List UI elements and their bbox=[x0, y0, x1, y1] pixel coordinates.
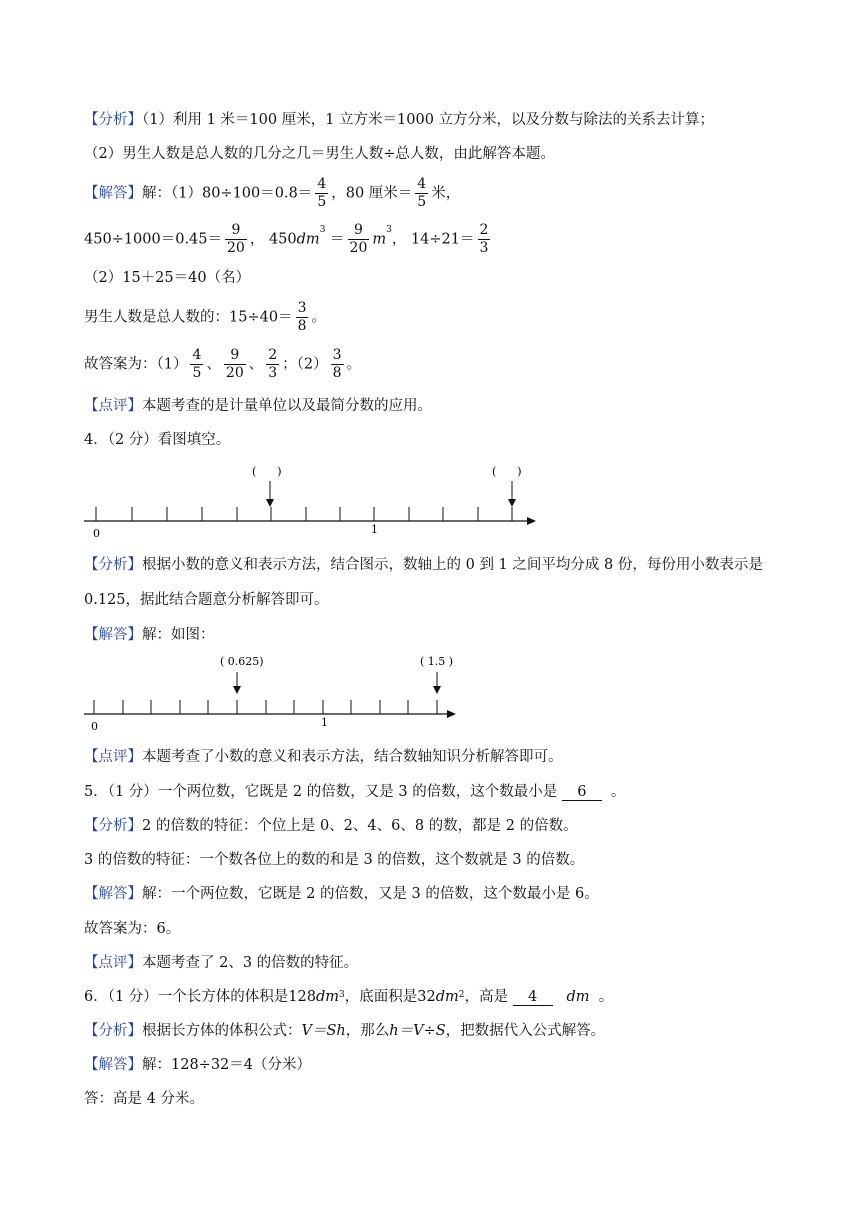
tick-label-0: 0 bbox=[91, 720, 98, 733]
blank-paren-right: ( ) bbox=[492, 465, 522, 478]
q4-comment: 【点评】本题考查了小数的意义和表示方法，结合数轴知识分析解答即可。 bbox=[84, 749, 563, 765]
tick-label-0: 0 bbox=[93, 527, 100, 540]
tick-label-1: 1 bbox=[321, 716, 328, 729]
answer-label: 【解答】 bbox=[84, 185, 142, 202]
q3-analysis-line-1 bbox=[84, 110, 714, 130]
q5-comment: 【点评】本题考查了 2、3 的倍数的特征。 bbox=[84, 955, 359, 971]
fraction-4-5: $\frac{4}{5}$ bbox=[417, 176, 427, 210]
blank-paren-left: ( ) bbox=[252, 465, 282, 478]
fraction-2-3: $\frac{2}{3}$ bbox=[479, 222, 489, 256]
fraction-9-20: $\frac{9}{20}$ bbox=[227, 222, 245, 256]
q3-analysis-line-2 bbox=[84, 144, 555, 164]
q4-answer: 【解答】解：如图： bbox=[84, 627, 215, 643]
axis-arrow-icon bbox=[447, 710, 456, 718]
answer-label-0625: ( 0.625) bbox=[220, 655, 264, 668]
axis-ticks bbox=[94, 700, 437, 714]
fraction-4-5: $\frac{4}{5}$ bbox=[317, 176, 327, 210]
q4-number-line-answer bbox=[0, 650, 868, 740]
q3-comment: 【点评】本题考查的是计量单位以及最简分数的应用。 bbox=[84, 398, 432, 414]
q6-analysis: 【分析】根据长方体的体积公式：V＝Sh，那么h＝V÷S，把数据代入公式解答。 bbox=[84, 1023, 606, 1039]
q3-answer-line-3: （2）15＋25＝40（名） bbox=[84, 270, 251, 286]
volume-formula: V＝Sh bbox=[301, 1023, 346, 1039]
q3-answer-line-1: 【解答】解：（1）80÷100＝0.8＝ $\frac{4}{5}$ ，80 厘米＝ $\frac{4}{5}$ 米， bbox=[84, 176, 461, 210]
fraction-2-3: $\frac{2}{3}$ bbox=[268, 347, 278, 381]
comment-label: 【点评】 bbox=[84, 955, 142, 971]
fraction-9-20: $\frac{9}{20}$ bbox=[225, 347, 244, 381]
answer-label: 【解答】 bbox=[84, 886, 142, 902]
q5-answer: 【解答】解：一个两位数，它既是 2 的倍数，又是 3 的倍数，这个数最小是 6。 bbox=[84, 886, 599, 902]
height-formula: h＝V÷S bbox=[389, 1023, 446, 1039]
q3-answer-line-4: 男生人数是总人数的：15÷40＝ $\frac{3}{8}$ 。 bbox=[84, 300, 326, 334]
q6-answer-blank: 4 bbox=[513, 989, 553, 1006]
q4-analysis-line-2: 0.125，据此结合题意分析解答即可。 bbox=[84, 592, 329, 608]
analysis-label: 【分析】 bbox=[84, 818, 142, 834]
q3-analysis-text-2: （2）男生人数是总人数的几分之几＝男生人数÷总人数，由此解答本题。 bbox=[84, 146, 555, 162]
q5-analysis-line-2: 3 的倍数的特征：一个数各位上的数的和是 3 的倍数，这个数就是 3 的倍数。 bbox=[84, 852, 585, 868]
answer-label: 【解答】 bbox=[84, 1057, 142, 1073]
q6-title: 6．（1 分）一个长方体的体积是$128dm^3$，底面积是$32dm^2$，高是 4 dm 。 bbox=[84, 988, 614, 1005]
analysis-label: 【分析】 bbox=[84, 1023, 142, 1039]
arrow-down-icon bbox=[266, 499, 274, 507]
fraction-3-8: $\frac{3}{8}$ bbox=[297, 300, 307, 334]
q5-title: 5．（1 分）一个两位数，它既是 2 的倍数，又是 3 的倍数，这个数最小是 6 。 bbox=[84, 783, 626, 800]
analysis-label: 【分析】 bbox=[84, 112, 142, 128]
answer-label-15: ( 1.5 ) bbox=[420, 655, 454, 668]
arrow-down-icon bbox=[508, 499, 516, 507]
q6-final: 答：高是 4 分米。 bbox=[84, 1091, 204, 1107]
arrow-down-icon bbox=[233, 686, 241, 694]
q3-final-answer: 故答案为：（1） $\frac{4}{5}$ 、 $\frac{9}{20}$ 、 $\frac{2}{3}$ ；（2） $\frac{3}{8}$ 。 bbox=[84, 347, 362, 381]
answer-label: 【解答】 bbox=[84, 627, 142, 643]
q5-answer-blank: 6 bbox=[562, 784, 602, 801]
q3-analysis-text-1: （1）利用 1 米＝100 厘米，1 立方米＝1000 立方分米，以及分数与除法的关系去计算； bbox=[142, 112, 715, 128]
axis-arrow-icon bbox=[527, 517, 536, 525]
q3-answer-line-2: 450÷1000＝0.45＝ $\frac{9}{20}$ ， $450dm^3$ ＝ $\frac{9}{20}$ $m^3$， 14÷21＝ $\frac{2}{3}$ bbox=[84, 222, 489, 256]
comment-label: 【点评】 bbox=[84, 749, 142, 765]
comment-label: 【点评】 bbox=[84, 398, 142, 414]
axis-ticks bbox=[96, 507, 512, 521]
arrow-down-icon bbox=[433, 686, 441, 694]
tick-label-1: 1 bbox=[371, 523, 378, 536]
q5-final: 故答案为：6。 bbox=[84, 921, 181, 937]
analysis-label: 【分析】 bbox=[84, 557, 142, 573]
q4-title: 4．（2 分）看图填空。 bbox=[84, 432, 231, 448]
fraction-4-5: $\frac{4}{5}$ bbox=[192, 347, 202, 381]
fraction-3-8: $\frac{3}{8}$ bbox=[332, 347, 342, 381]
q4-number-line-question bbox=[0, 455, 868, 545]
q5-analysis-line-1: 【分析】2 的倍数的特征：个位上是 0、2、4、6、8 的数，都是 2 的倍数。 bbox=[84, 818, 578, 834]
q6-answer: 【解答】解：128÷32＝4（分米） bbox=[84, 1057, 312, 1073]
q4-analysis-line-1: 【分析】根据小数的意义和表示方法，结合图示，数轴上的 0 到 1 之间平均分成 8 份，每份用小数表示是 bbox=[84, 557, 763, 573]
fraction-9-20: $\frac{9}{20}$ bbox=[349, 222, 368, 256]
